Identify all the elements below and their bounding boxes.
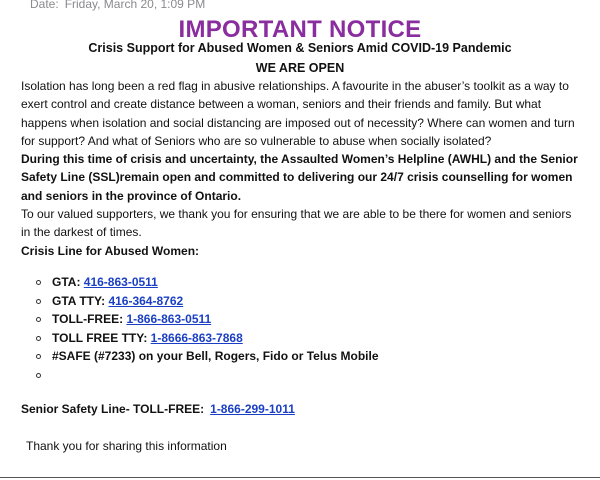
senior-line-label: Senior Safety Line- TOLL-FREE:: [21, 402, 205, 416]
phone-link-gta[interactable]: 416-863-0511: [83, 275, 158, 289]
bullet-circle-icon: [36, 354, 41, 359]
bullet-circle-icon: [36, 373, 41, 378]
contact-label: TOLL FREE TTY:: [52, 330, 151, 345]
contact-item-toll-free: [36, 310, 379, 329]
phone-link-toll-free[interactable]: 1-866-863-0511: [126, 312, 212, 326]
contact-label: GTA TTY:: [52, 293, 109, 308]
commitment-paragraph: During this time of crisis and uncertainty, the Assaulted Women’s Helpline (AWHL) and the Senior Safety Line (SSL)remain open and committed to delivering our 24/7 crisis counselling for women and seniors in the province of Ontario.: [21, 152, 578, 203]
supporters-paragraph: To our valued supporters, we thank you for ensuring that we are able to be there for women and seniors in the darkest of times.: [21, 207, 572, 240]
contact-label: GTA:: [52, 275, 84, 289]
contact-item-safe-mobile: [36, 347, 379, 366]
phone-link-toll-free-tty[interactable]: 1-8666-863-7868: [150, 330, 243, 345]
phone-link-senior-safety[interactable]: 1-866-299-1011: [210, 402, 295, 416]
contact-item-toll-free-tty: [36, 329, 379, 348]
notice-title: IMPORTANT NOTICE: [178, 16, 422, 43]
bullet-circle-icon: [36, 299, 41, 304]
contact-label: TOLL-FREE:: [52, 312, 127, 326]
phone-link-gta-tty[interactable]: 416-364-8762: [108, 293, 184, 308]
we-are-open-heading: WE ARE OPEN: [255, 61, 345, 75]
intro-paragraph: Isolation has long been a red flag in abusive relationships. A favourite in the abuser’s toolkit as a way to exert control and create distance between a woman, seniors and their friends and family. But what happens when isolation and social distancing are imposed out of necessity? Where can women and turn for support? And what of Seniors who are so vulnerable to abuse when socially isolated?: [21, 79, 575, 149]
date-value: Friday, March 20, 1:09 PM: [64, 0, 206, 11]
bullet-circle-icon: [36, 280, 41, 285]
thanks-message: Thank you for sharing this information: [26, 439, 227, 453]
senior-safety-line: [21, 400, 295, 418]
date-label: Date:: [30, 0, 59, 11]
bullet-circle-icon: [36, 336, 41, 341]
contact-label: #SAFE (#7233) on your Bell, Rogers, Fido or Telus Mobile: [52, 349, 379, 363]
contact-item-empty: [36, 366, 379, 385]
email-date-line: [30, 0, 205, 11]
contact-item-gta-tty: [36, 292, 379, 311]
contact-item-gta: [36, 273, 379, 292]
crisis-line-heading: Crisis Line for Abused Women:: [21, 244, 200, 258]
bottom-divider: [0, 477, 600, 478]
bullet-circle-icon: [36, 317, 41, 322]
crisis-contact-list: [36, 273, 379, 384]
notice-subtitle: Crisis Support for Abused Women & Seniors Amid COVID-19 Pandemic: [88, 41, 512, 55]
